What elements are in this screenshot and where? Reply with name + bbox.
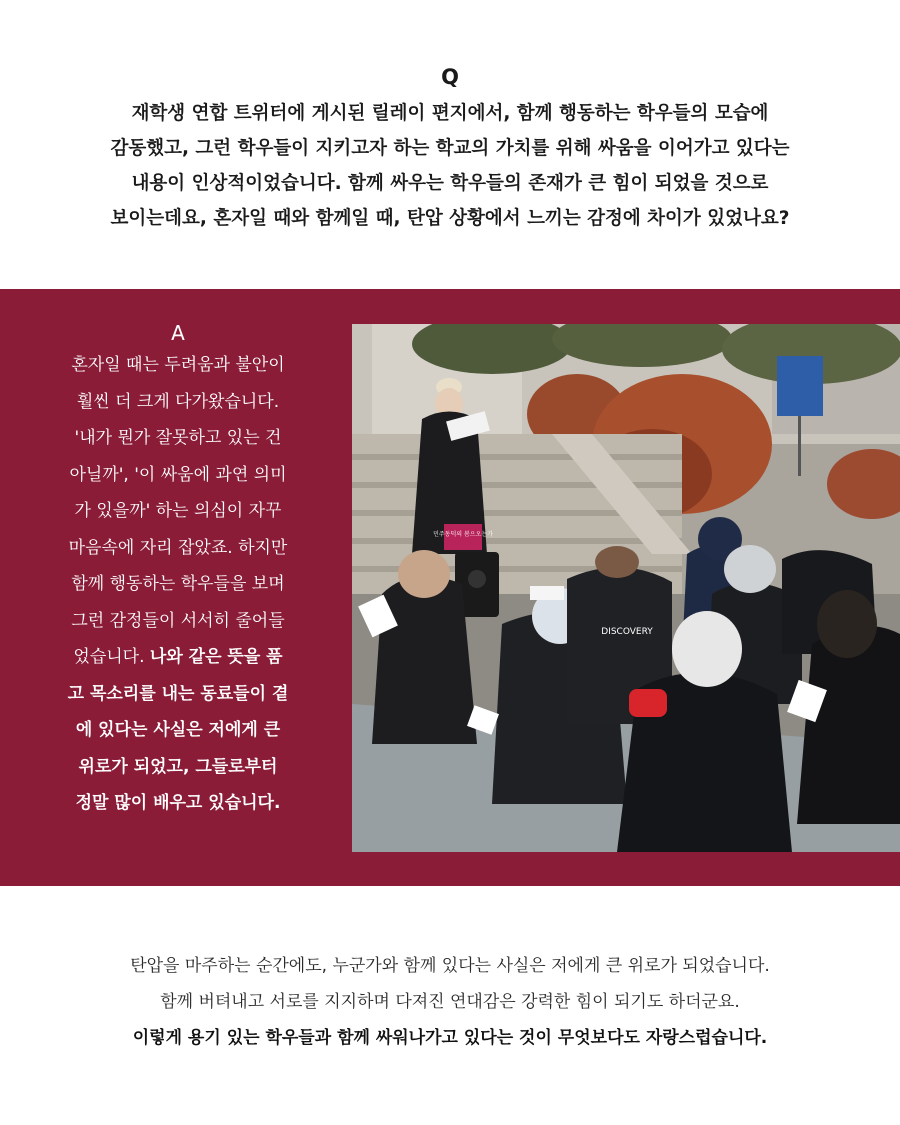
- answer-line-plain-part: 었습니다.: [73, 647, 145, 667]
- closing-line: 탄압을 마주하는 순간에도, 누군가와 함께 있다는 사실은 저에게 큰 위로가 되었습니다.: [130, 956, 770, 976]
- answer-line: 아닐까', '이 싸움에 과연 의미: [69, 464, 287, 485]
- answer-line: 함께 행동하는 학우들을 보며: [71, 574, 285, 594]
- answer-line: 훨씬 더 크게 다가왔습니다.: [76, 391, 280, 412]
- closing-section: [0, 948, 900, 1056]
- answer-line: 마음속에 자리 잡았죠. 하지만: [68, 537, 288, 558]
- answer-line-mixed: [32, 639, 324, 676]
- question-section: [0, 62, 900, 236]
- closing-line: 함께 버텨내고 서로를 지지하며 다져진 연대감은 강력한 힘이 되기도 하더군요.: [160, 992, 740, 1012]
- answer-bold-line: 정말 많이 배우고 있습니다.: [75, 793, 281, 813]
- question-line: 재학생 연합 트위터에 게시된 릴레이 편지에서, 함께 행동하는 학우들의 모습에: [131, 103, 769, 124]
- answer-bold-line: 에 있다는 사실은 저에게 큰: [75, 720, 281, 740]
- answer-bold-line: 고 목소리를 내는 동료들이 곁: [67, 683, 289, 704]
- question-mark: Q: [441, 65, 459, 89]
- answer-line-bold-part: 나와 같은 뜻을 품: [149, 647, 283, 667]
- question-line: 보이는데요, 혼자일 때와 함께일 때, 탄압 상황에서 느끼는 감정에 차이가 있었나요?: [110, 208, 790, 229]
- answer-mark: A: [171, 321, 185, 345]
- answer-line: 그런 감정들이 서서히 줄어들: [71, 610, 285, 631]
- question-text: [20, 96, 880, 236]
- protest-sign-text: 민주동덕의 봄으오는가: [433, 531, 493, 538]
- protest-photo: [352, 324, 900, 852]
- question-line: 내용이 인상적이었습니다. 함께 싸우는 학우들의 존재가 큰 힘이 되었을 것으로: [131, 173, 769, 194]
- jacket-logo-text: DISCOVERY: [601, 627, 653, 637]
- answer-line: '내가 뭔가 잘못하고 있는 건: [74, 428, 282, 448]
- answer-bold-line: 위로가 되었고, 그들로부터: [78, 756, 278, 777]
- closing-bold-line: 이렇게 용기 있는 학우들과 함께 싸워나가고 있다는 것이 무엇보다도 자랑스럽습니다.: [132, 1028, 768, 1048]
- answer-band: [0, 289, 900, 886]
- answer-line: 혼자일 때는 두려움과 불안이: [71, 355, 285, 375]
- question-line: 감동했고, 그런 학우들이 지키고자 하는 학교의 가치를 위해 싸움을 이어가고 있다는: [110, 138, 790, 159]
- answer-line: 가 있을까' 하는 의심이 자꾸: [74, 501, 282, 521]
- answer-column: [32, 319, 324, 822]
